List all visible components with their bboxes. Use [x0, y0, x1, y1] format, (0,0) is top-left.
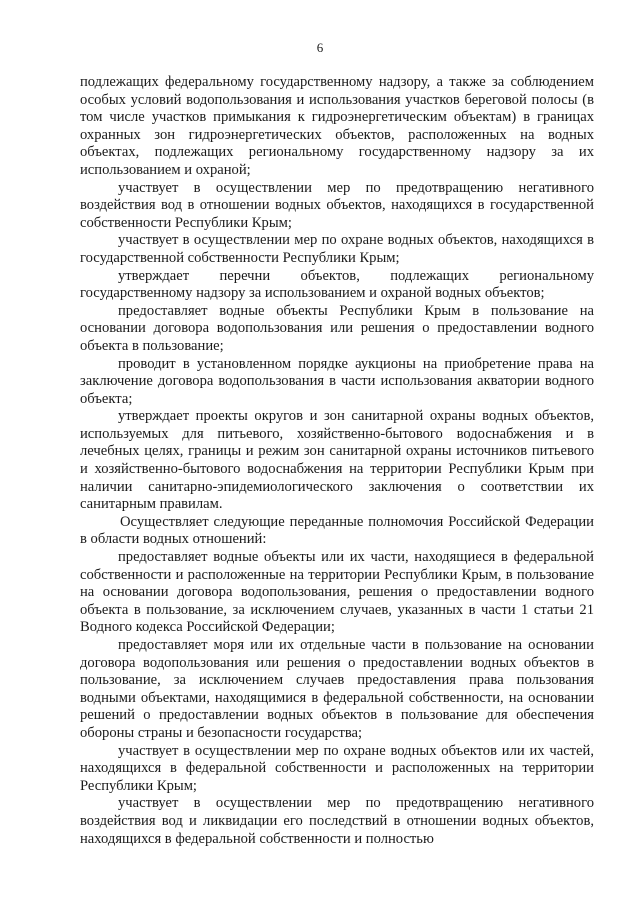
- paragraph-auctions: проводит в установленном порядке аукционы на приобретение права на заключение договора водопользования в части использования акватории водного объекта;: [80, 355, 594, 407]
- paragraph-federal-protection: участвует в осуществлении мер по охране водных объектов или их частей, находящихся в федеральной собственности и расположенных на территории Республики Крым;: [80, 742, 594, 794]
- paragraph-sanitary-zones: утверждает проекты округов и зон санитарной охраны водных объектов, используемых для питьевого, хозяйственно-бытового водоснабжения и в лечебных целях, границы и режим зон санитарной охраны источников питьевого и хозяйственно-бытового водоснабжения на территории Республики Крым при наличии санитарно-эпидемиологического заключения о соответствии их санитарным правилам.: [80, 408, 594, 513]
- document-body: [80, 74, 594, 848]
- paragraph-approves-lists: утверждает перечни объектов, подлежащих региональному государственному надзору за использованием и охраной водных объектов;: [80, 267, 594, 302]
- page-number: 6: [316, 40, 324, 55]
- paragraph-federal-negative-impact: участвует в осуществлении мер по предотвращению негативного воздействия вод и ликвидации его последствий в отношении водных объектов, находящихся в федеральной собственности и полностью: [80, 795, 594, 847]
- paragraph-seas: предоставляет моря или их отдельные части в пользование на основании договора водопользования или решения о предоставлении водных объектов в пользование, за исключением случаев предоставления права пользования водными объектами, находящимися в федеральной собственности, на основании решений о предоставлении водных объектов в пользование для обеспечения обороны страны и безопасности государства;: [80, 637, 594, 741]
- paragraph-provides-water-objects: предоставляет водные объекты Республики Крым в пользование на основании договора водопользования или решения о предоставлении водного объекта в пользование;: [80, 302, 594, 354]
- paragraph-negative-impact-regional: участвует в осуществлении мер по предотвращению негативного воздействия вод в отношении водных объектов, находящихся в государственной собственности Республики Крым;: [80, 179, 594, 231]
- paragraph-protection-regional: участвует в осуществлении мер по охране водных объектов, находящихся в государственной собственности Республики Крым;: [80, 232, 594, 266]
- paragraph-continuation: подлежащих федеральному государственному надзору, а также за соблюдением особых условий водопользования и использования участков береговой полосы (в том числе участков примыкания к гидроэнергетическим объектам) в границах охранных зон гидроэнергетических объектов, расположенных на водных объектах, подлежащих региональному государственному надзору за их использованием и охраной;: [80, 74, 594, 178]
- paragraph-federal-provides: предоставляет водные объекты или их части, находящиеся в федеральной собственности и расположенные на территории Республики Крым, в пользование на основании договора водопользования, решения о предоставлении водного объекта в пользование, за исключением случаев, указанных в части 1 статьи 21 Водного кодекса Российской Федерации;: [80, 549, 594, 636]
- paragraph-federal-powers-intro: Осуществляет следующие переданные полномочия Российской Федерации в области водных отношений:: [80, 513, 594, 548]
